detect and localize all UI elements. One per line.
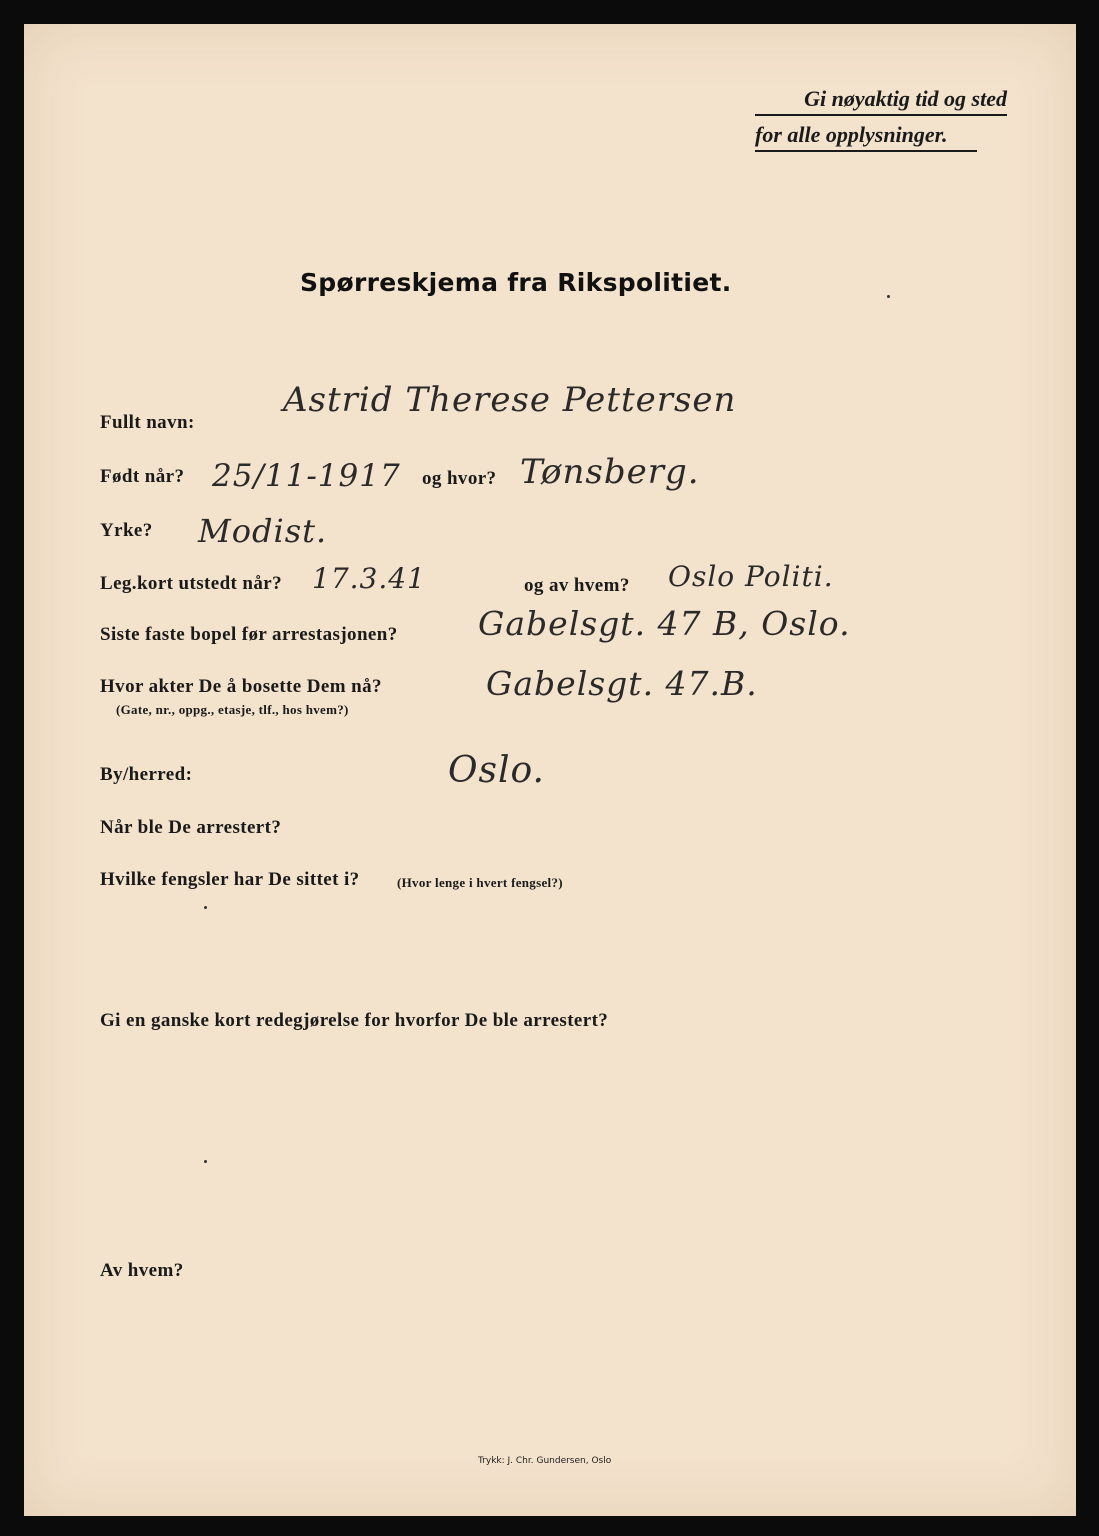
label-by-whom: Av hvem? xyxy=(100,1260,184,1281)
notice-line-2: for alle opplysninger. xyxy=(755,122,977,152)
label-occupation: Yrke? xyxy=(100,520,153,541)
printer-imprint: Trykk: J. Chr. Gundersen, Oslo xyxy=(478,1456,612,1466)
label-municipality: By/herred: xyxy=(100,764,193,785)
answer-full-name: Astrid Therese Pettersen xyxy=(283,380,737,420)
label-last-address: Siste faste bopel før arrestasjonen? xyxy=(100,624,398,645)
answer-occupation: Modist. xyxy=(198,512,328,550)
label-prisons-hint: (Hvor lenge i hvert fengsel?) xyxy=(397,875,563,890)
answer-born-when: 25/11-1917 xyxy=(212,458,401,494)
notice-line-1: Gi nøyaktig tid og sted xyxy=(755,86,1007,116)
label-full-name: Fullt navn: xyxy=(100,412,195,433)
answer-settle-where: Gabelsgt. 47.B. xyxy=(486,664,758,703)
form-title: Spørreskjema fra Rikspolitiet. xyxy=(300,268,732,297)
label-settle-where: Hvor akter De å bosette Dem nå? xyxy=(100,676,382,697)
answer-born-where: Tønsberg. xyxy=(520,452,700,492)
label-arrest-reason: Gi en ganske kort redegjørelse for hvorfor De ble arrestert? xyxy=(100,1010,609,1031)
label-arrested-when: Når ble De arrestert? xyxy=(100,817,282,838)
label-prisons: Hvilke fengsler har De sittet i? xyxy=(100,869,360,890)
answer-id-card-when: 17.3.41 xyxy=(312,562,426,595)
instruction-notice xyxy=(755,86,1010,152)
ink-mark xyxy=(204,906,207,909)
label-id-card-by: og av hvem? xyxy=(524,575,630,596)
answer-id-card-by: Oslo Politi. xyxy=(668,560,834,593)
label-id-card-when: Leg.kort utstedt når? xyxy=(100,573,283,594)
label-born-when: Født når? xyxy=(100,466,185,487)
ink-mark xyxy=(204,1160,207,1163)
answer-municipality: Oslo. xyxy=(448,750,545,791)
label-born-where: og hvor? xyxy=(422,468,497,489)
label-settle-hint: (Gate, nr., oppg., etasje, tlf., hos hvem?) xyxy=(116,702,349,717)
ink-mark xyxy=(887,295,890,298)
answer-last-address: Gabelsgt. 47 B, Oslo. xyxy=(478,604,851,643)
